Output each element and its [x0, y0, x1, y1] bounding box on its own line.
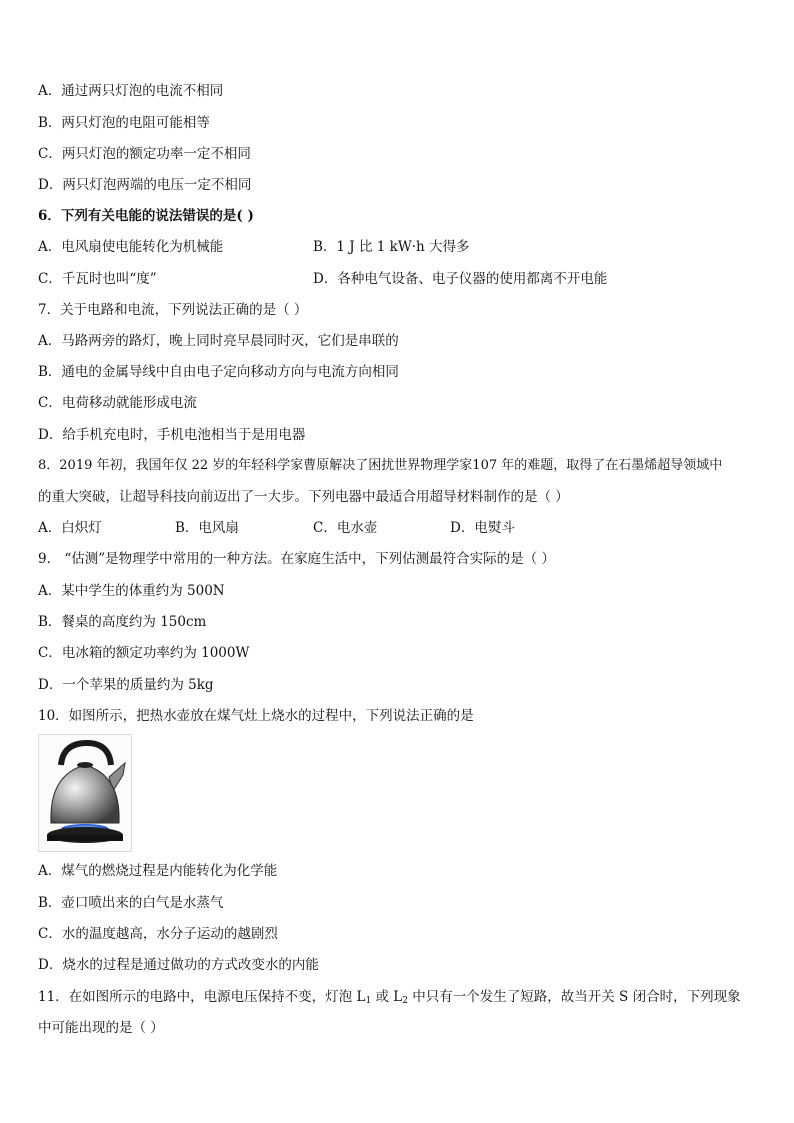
q8-stem-line2: 的重大突破，让超导科技向前迈出了一大步。下列电器中最适合用超导材料制作的是（ ）	[38, 489, 569, 505]
q10-option-d: D．烧水的过程是通过做功的方式改变水的内能	[38, 957, 319, 973]
q7-option-b: B．通电的金属导线中自由电子定向移动方向与电流方向相同	[38, 364, 399, 380]
kettle-figure	[38, 734, 132, 852]
q5-option-b: B．两只灯泡的电阻可能相等	[38, 115, 210, 131]
q9-option-c: C．电冰箱的额定功率约为 1000W	[38, 645, 250, 661]
q10-stem: 10．如图所示，把热水壶放在煤气灶上烧水的过程中，下列说法正确的是	[38, 708, 474, 724]
q5-option-c: C．两只灯泡的额定功率一定不相同	[38, 146, 251, 162]
q6-option-c: C．千瓦时也叫“度”	[38, 271, 157, 287]
kettle-on-stove-image	[39, 735, 131, 851]
q8-option-b: B．电风扇	[175, 520, 239, 536]
q11-text-1: 11．在如图所示的电路中，电源电压保持不变，灯泡 L	[38, 989, 366, 1005]
q7-option-d: D．给手机充电时，手机电池相当于是用电器	[38, 427, 306, 443]
q8-option-a: A．白炽灯	[38, 520, 102, 536]
q11-text-2: 或 L	[371, 989, 403, 1005]
q10-option-b: B．壶口喷出来的白气是水蒸气	[38, 895, 224, 911]
q7-option-c: C．电荷移动就能形成电流	[38, 395, 197, 411]
q11-sub-2: 2	[402, 996, 408, 1006]
q11-stem-line1	[38, 988, 741, 1010]
q8-option-c: C．电水壶	[313, 520, 378, 536]
q6-stem: 6．下列有关电能的说法错误的是( )	[38, 208, 254, 224]
q9-stem: 9． “估测”是物理学中常用的一种方法。在家庭生活中，下列估测最符合实际的是（ ）	[38, 551, 555, 567]
q10-option-c: C．水的温度越高，水分子运动的越剧烈	[38, 926, 278, 942]
q5-option-d: D．两只灯泡两端的电压一定不相同	[38, 177, 252, 193]
q7-option-a: A．马路两旁的路灯，晚上同时亮早晨同时灭，它们是串联的	[38, 333, 399, 349]
q8-options-row	[38, 519, 515, 537]
q9-option-b: B．餐桌的高度约为 150cm	[38, 614, 207, 630]
q11-stem-line2: 中可能出现的是（ ）	[38, 1020, 164, 1036]
q10-option-a: A．煤气的燃烧过程是内能转化为化学能	[38, 863, 278, 879]
q8-option-d: D．电熨斗	[450, 520, 515, 536]
q8-stem-line1: 8．2019 年初，我国年仅 22 岁的年轻科学家曹原解决了困扰世界物理学家107 年的难题，取得了在石墨烯超导领域中	[38, 458, 723, 473]
q11-sub-1: 1	[365, 996, 372, 1006]
q7-stem: 7．关于电路和电流，下列说法正确的是（ ）	[38, 302, 308, 318]
q11-text-3: 中只有一个发生了短路，故当开关 S 闭合时，下列现象	[407, 989, 741, 1005]
q9-option-d: D．一个苹果的质量约为 5kg	[38, 677, 214, 693]
q9-option-a: A．某中学生的体重约为 500N	[38, 583, 225, 599]
q5-option-a: A．通过两只灯泡的电流不相同	[38, 83, 224, 99]
q6-option-d: D．各种电气设备、电子仪器的使用都离不开电能	[313, 271, 608, 287]
q6-option-b: B．1 J 比 1 kW·h 大得多	[313, 239, 470, 255]
q6-option-a: A．电风扇使电能转化为机械能	[38, 239, 224, 255]
